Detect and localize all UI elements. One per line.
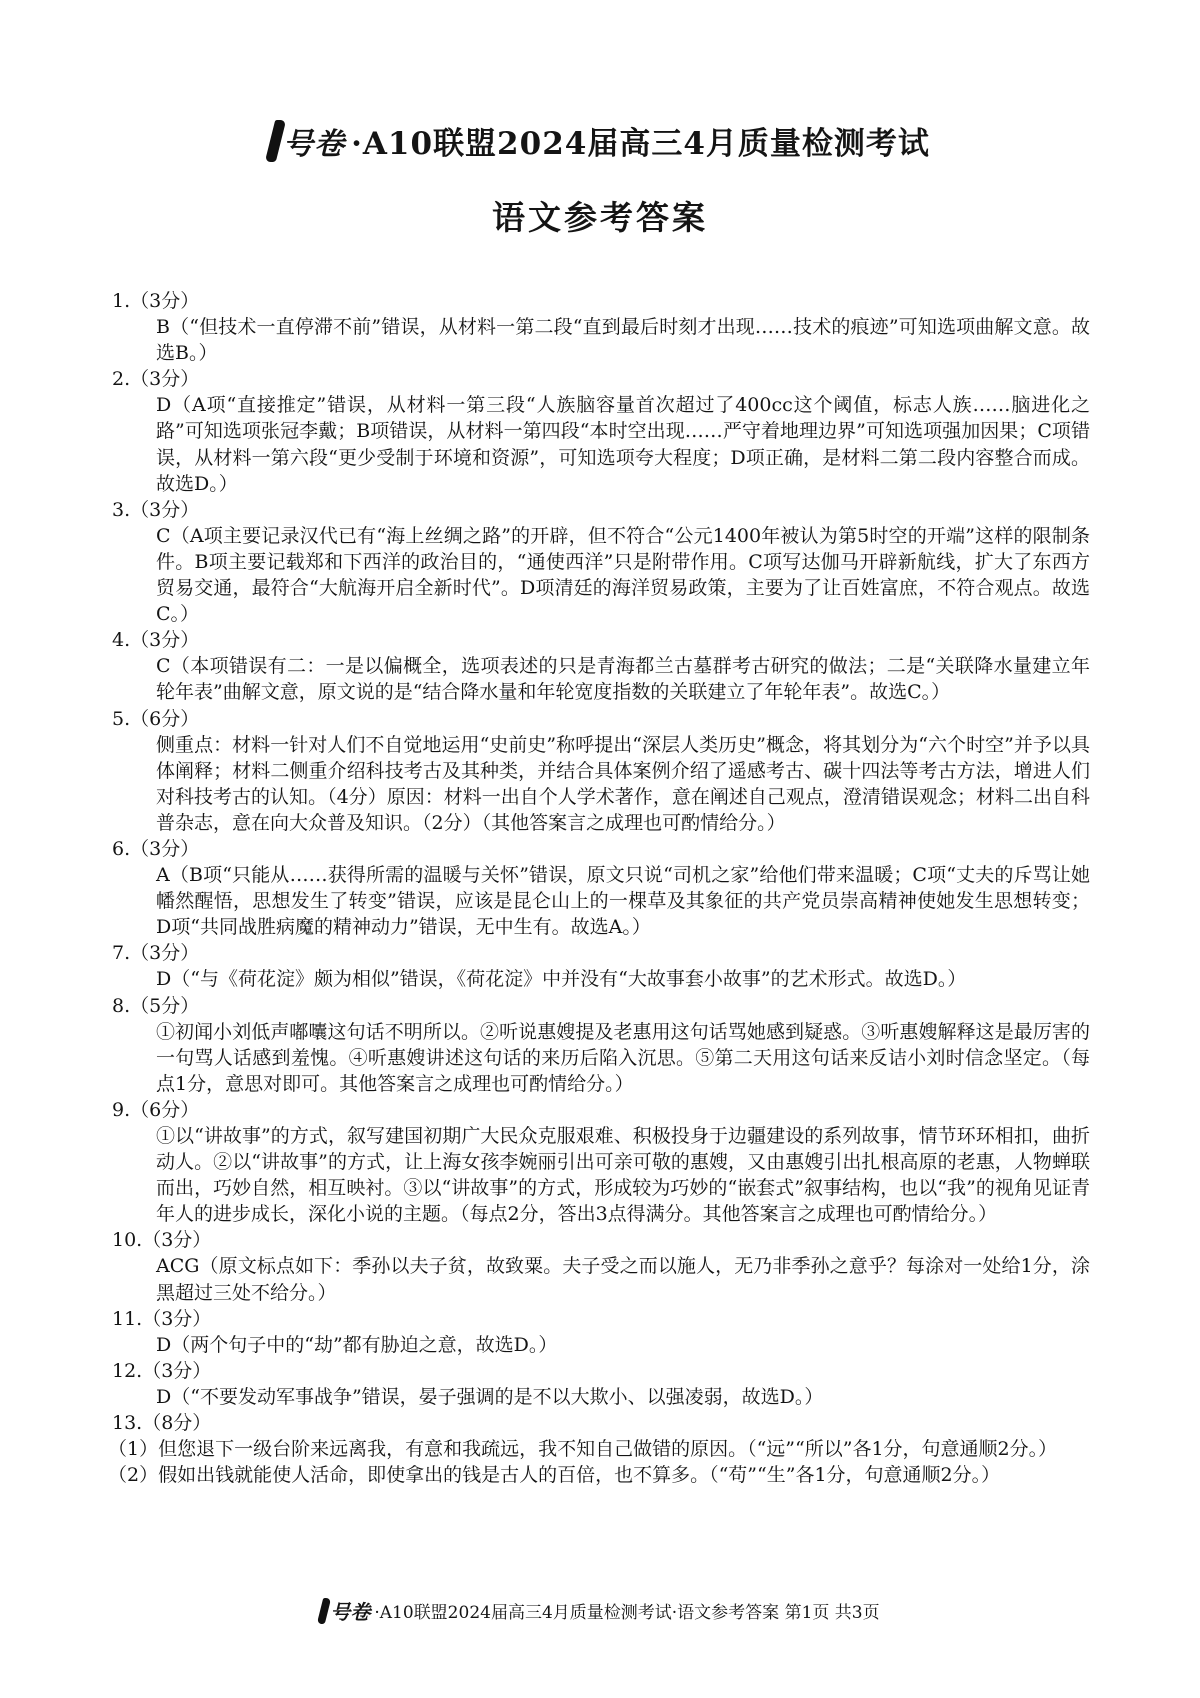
question-number: 2.（3分） <box>112 368 200 391</box>
question-4 <box>112 627 1090 705</box>
answer-text: ACG（原文标点如下：季孙以夫子贫，故致粟。夫子受之而以施人，无乃非季孙之意乎？每涂对一处给1分，涂黑超过三处不给分。） <box>156 1255 1090 1304</box>
question-number: 10.（3分） <box>112 1229 212 1252</box>
question-8 <box>112 993 1090 1097</box>
question-10 <box>112 1227 1090 1305</box>
question-12 <box>112 1358 1090 1410</box>
sub-answer-2: （2）假如出钱就能使人活命，即使拿出的钱是古人的百倍，也不算多。（“苟”“生”各1分，句意通顺2分。） <box>108 1464 1001 1487</box>
question-number: 3.（3分） <box>112 498 200 521</box>
answer-text: 侧重点：材料一针对人们不自觉地运用“史前史”称呼提出“深层人类历史”概念，将其划分为“六个时空”并予以具体阐释；材料二侧重介绍科技考古及其种类，并结合具体案例介绍了遥感考古、碳十四法等考古方法，增进人们对科技考古的认知。（4分）原因：材料一出自个人学术著作，意在阐述自己观点，澄清错误观念；材料二出自科普杂志，意在向大众普及知识。（2分）（其他答案言之成理也可酌情给分。） <box>156 733 1090 834</box>
question-number: 9.（6分） <box>112 1098 200 1121</box>
question-6 <box>112 836 1090 940</box>
answer-text: C（本项错误有二：一是以偏概全，选项表述的只是青海都兰古墓群考古研究的做法；二是“关联降水量建立年轮年表”曲解文意，原文说的是“结合降水量和年轮宽度指数的关联建立了年轮年表”。故选C。） <box>156 655 1090 704</box>
question-7 <box>112 940 1090 992</box>
sub-answers <box>108 1436 1090 1488</box>
question-3 <box>112 497 1090 627</box>
question-number: 5.（6分） <box>112 707 200 730</box>
footer-text: ·A10联盟2024届高三4月质量检测考试·语文参考答案 第1页 共3页 <box>374 1603 880 1623</box>
question-number: 12.（3分） <box>112 1359 212 1382</box>
answer-text: A（B项“只能从……获得所需的温暖与关怀”错误，原文只说“司机之家”给他们带来温暖；C项“丈夫的斥骂让她幡然醒悟，思想发生了转变”错误，应该是昆仑山上的一棵草及其象征的共产党员崇高精神使她发生思想转变；D项“共同战胜病魔的精神动力”错误，无中生有。故选A。） <box>156 864 1090 939</box>
answer-text: D（“不要发动军事战争”错误，晏子强调的是不以大欺小、以强凌弱，故选D。） <box>156 1385 824 1408</box>
question-number: 4.（3分） <box>112 629 200 652</box>
page-header <box>0 118 1200 239</box>
page-title <box>270 118 930 163</box>
question-number: 8.（5分） <box>112 994 200 1017</box>
answer-text: ①以“讲故事”的方式，叙写建国初期广大民众克服艰难、积极投身于边疆建设的系列故事，情节环环相扣，曲折动人。②以“讲故事”的方式，让上海女孩李婉丽引出可亲可敬的惠嫂，又由惠嫂引出扎根高原的老惠，人物蝉联而出，巧妙自然，相互映衬。③以“讲故事”的方式，形成较为巧妙的“嵌套式”叙事结构，也以“我”的视角见证青年人的进步成长，深化小说的主题。（每点2分，答出3点得满分。其他答案言之成理也可酌情给分。） <box>156 1125 1090 1226</box>
answer-text: C（A项主要记录汉代已有“海上丝绸之路”的开辟，但不符合“公元1400年被认为第5时空的开端”这样的限制条件。B项主要记载郑和下西洋的政治目的，“通使西洋”只是附带作用。C项写达伽马开辟新航线，扩大了东西方贸易交通，最符合“大航海开启全新时代”。D项清廷的海洋贸易政策，主要为了让百姓富庶，不符合观点。故选C。） <box>156 524 1090 626</box>
question-5 <box>112 706 1090 836</box>
footer-logo <box>320 1596 370 1625</box>
page-subtitle: 语文参考答案 <box>492 197 708 237</box>
answer-text: D（A项“直接推定”错误，从材料一第三段“人族脑容量首次超过了400cc这个阈值，标志人族……脑进化之路”可知选项张冠李戴；B项错误，从材料一第四段“本时空出现……严守着地理边界”可知选项强加因果；C项错误，从材料一第六段“更少受制于环境和资源”，可知选项夸大程度；D项正确，是材料二第二段内容整合而成。故选D。） <box>156 394 1090 495</box>
question-number: 13.（8分） <box>112 1412 212 1435</box>
answer-text: B（“但技术一直停滞不前”错误，从材料一第二段“直到最后时刻才出现……技术的痕迹”可知选项曲解文意。故选B。） <box>156 316 1090 365</box>
question-9 <box>112 1097 1090 1227</box>
question-number: 6.（3分） <box>112 837 200 860</box>
answer-text: D（“与《荷花淀》颇为相似”错误，《荷花淀》中并没有“大故事套小故事”的艺术形式。故选D。） <box>156 968 967 991</box>
logo-text: 号卷 <box>283 126 346 162</box>
answer-text: D（两个句子中的“劫”都有胁迫之意，故选D。） <box>156 1333 558 1356</box>
question-number: 11.（3分） <box>112 1307 212 1330</box>
question-number: 1.（3分） <box>112 290 200 312</box>
question-number: 7.（3分） <box>112 942 200 965</box>
page-footer <box>0 1596 1200 1629</box>
footer-logo-text: 号卷 <box>330 1600 371 1624</box>
question-13 <box>108 1410 1090 1488</box>
answer-list <box>108 288 1090 1488</box>
question-11 <box>112 1306 1090 1358</box>
sub-answer-1: （1）但您退下一级台阶来远离我，有意和我疏远，我不知自己做错的原因。（“远”“所以”各1分，句意通顺2分。） <box>108 1438 1058 1461</box>
question-1 <box>112 288 1090 366</box>
question-2 <box>112 366 1090 496</box>
brand-logo <box>270 119 345 163</box>
exam-title: ·A10联盟2024届高三4月质量检测考试 <box>351 126 930 162</box>
answer-text: ①初闻小刘低声嘟囔这句话不明所以。②听说惠嫂提及老惠用这句话骂她感到疑惑。③听惠嫂解释这是最厉害的一句骂人话感到羞愧。④听惠嫂讲述这句话的来历后陷入沉思。⑤第二天用这句话来反诘小刘时信念坚定。（每点1分，意思对即可。其他答案言之成理也可酌情给分。） <box>156 1020 1090 1095</box>
